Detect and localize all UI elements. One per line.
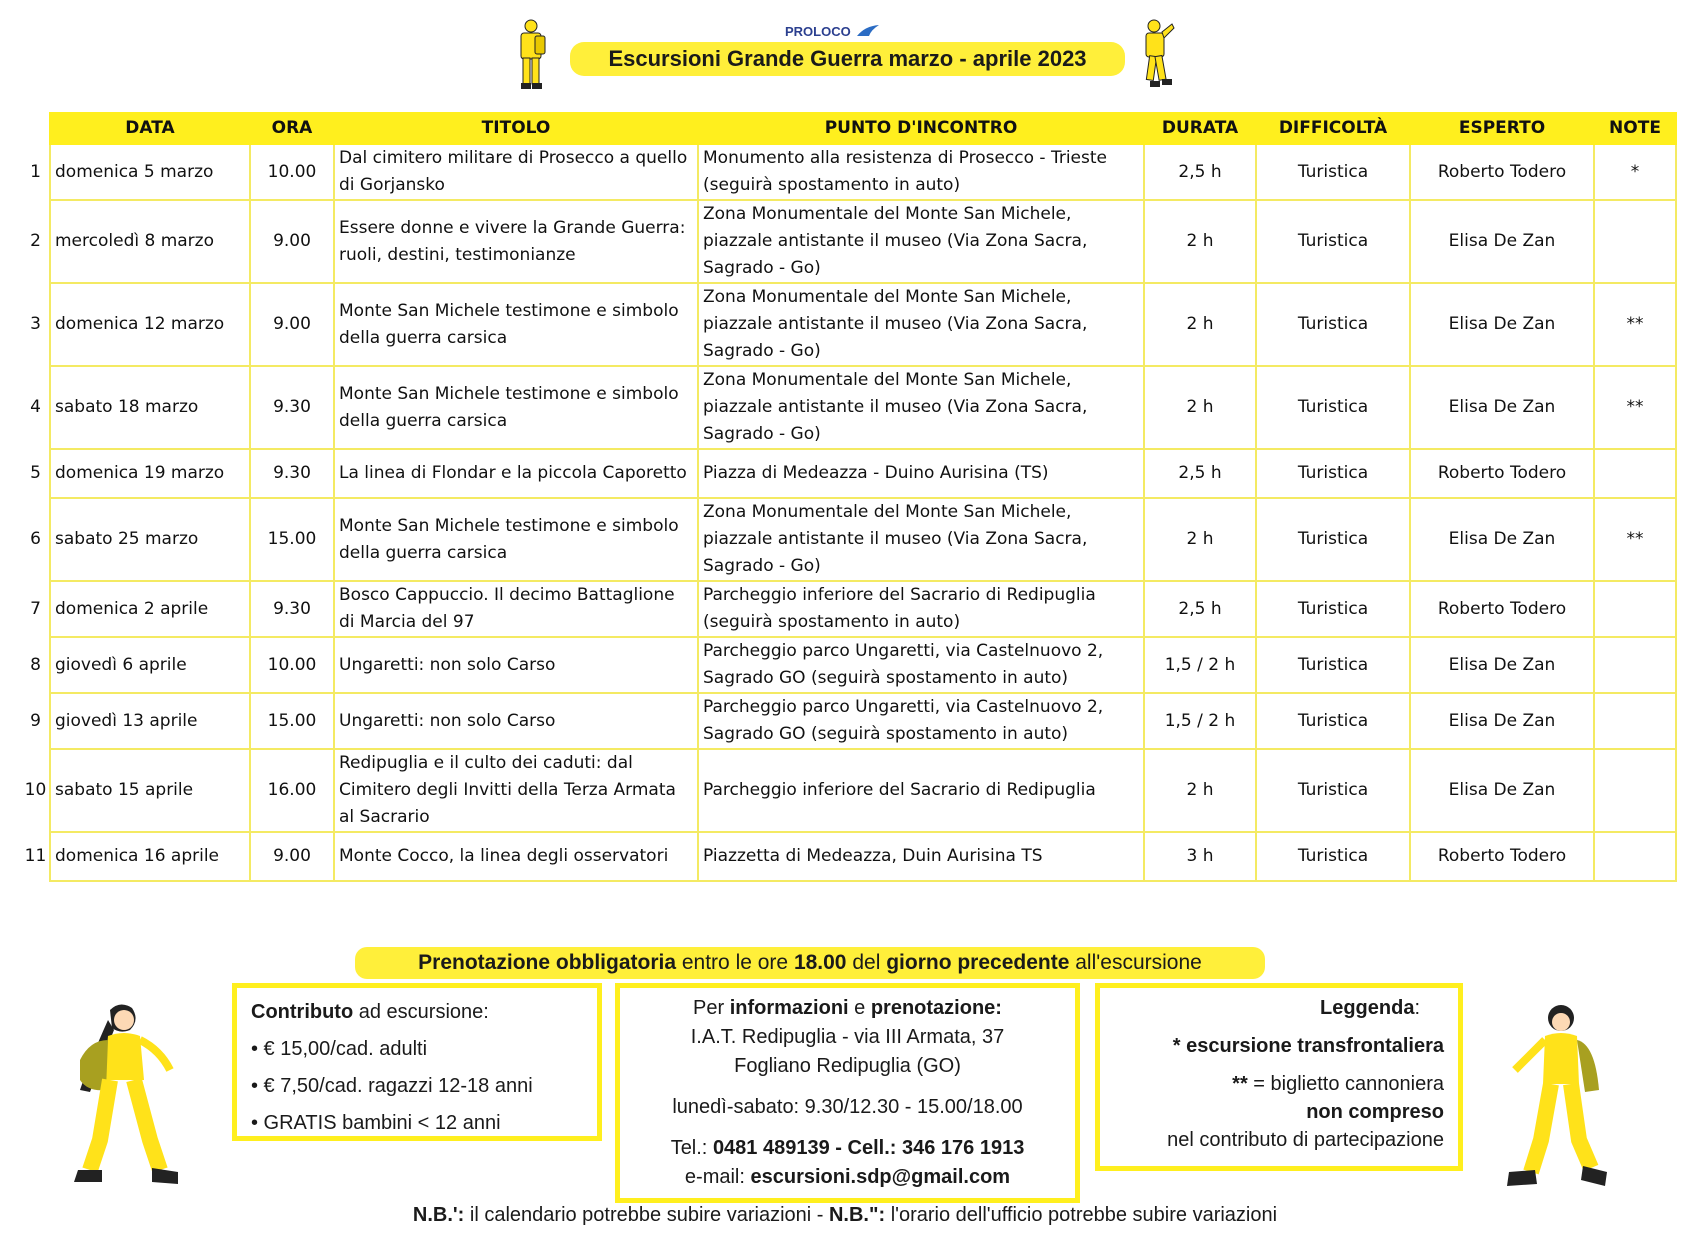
table-row xyxy=(22,693,1676,749)
cell-duration: 2,5 h xyxy=(1144,449,1256,498)
cell-expert: Elisa De Zan xyxy=(1410,749,1594,832)
table-row xyxy=(22,449,1676,498)
row-number: 2 xyxy=(30,231,41,251)
cell-note: ** xyxy=(1594,498,1676,581)
row-number: 10 xyxy=(24,780,47,800)
column-header: TITOLO xyxy=(334,113,698,144)
info-bold: informazioni xyxy=(729,997,849,1019)
cell-date: domenica 5 marzo xyxy=(50,144,250,200)
cell-difficulty: Turistica xyxy=(1256,832,1410,881)
hiker-illustration xyxy=(505,18,557,92)
legend-item: non compreso xyxy=(1306,1101,1444,1123)
row-number: 6 xyxy=(30,529,41,549)
row-number: 9 xyxy=(30,710,41,731)
info-box xyxy=(615,983,1080,1203)
email-label: e-mail: xyxy=(684,1166,751,1188)
legend-item: nel contributo di partecipazione xyxy=(1167,1129,1444,1151)
column-header: NOTE xyxy=(1594,113,1676,144)
cell-title: Monte Cocco, la linea degli osservatori xyxy=(334,832,698,881)
cell-title: Ungaretti: non solo Carso xyxy=(334,637,698,693)
cell-expert: Roberto Todero xyxy=(1410,144,1594,200)
tel-number[interactable]: 0481 489139 xyxy=(712,1137,830,1159)
cell-duration: 2,5 h xyxy=(1144,144,1256,200)
cell-difficulty: Turistica xyxy=(1256,637,1410,693)
cell-meeting-point: Piazzetta di Medeazza, Duin Aurisina TS xyxy=(698,832,1144,881)
table-row xyxy=(22,498,1676,581)
cell-time: 9.30 xyxy=(250,449,334,498)
info-address: I.A.T. Redipuglia - via III Armata, 37 xyxy=(690,1026,1005,1048)
cell-time: 9.30 xyxy=(250,581,334,637)
cell-meeting-point: Zona Monumentale del Monte San Michele, piazzale antistante il museo (Via Zona Sacra, Sagrado - Go) xyxy=(698,200,1144,283)
cell-date: domenica 12 marzo xyxy=(50,283,250,366)
cell-date: giovedì 13 aprile xyxy=(50,693,250,749)
cell-duration: 1,5 / 2 h xyxy=(1144,693,1256,749)
column-header-num xyxy=(22,113,50,144)
cell-difficulty: Turistica xyxy=(1256,283,1410,366)
table-row xyxy=(22,200,1676,283)
page-title: Escursioni Grande Guerra marzo - aprile 2023 xyxy=(570,42,1125,76)
booking-text: entro le ore xyxy=(676,951,794,974)
booking-time: 18.00 xyxy=(793,951,847,974)
cell-note xyxy=(1594,637,1676,693)
legend-marker: ** xyxy=(1232,1073,1248,1095)
tel-label: Tel.: xyxy=(670,1137,713,1159)
cell-time: 16.00 xyxy=(250,749,334,832)
contribution-item: • € 15,00/cad. adulti xyxy=(251,1038,428,1060)
cell-difficulty: Turistica xyxy=(1256,498,1410,581)
cell-meeting-point: Zona Monumentale del Monte San Michele, piazzale antistante il museo (Via Zona Sacra, Sagrado - Go) xyxy=(698,283,1144,366)
cell-expert: Roberto Todero xyxy=(1410,581,1594,637)
row-number: 5 xyxy=(30,463,41,483)
cell-number[interactable]: 346 176 1913 xyxy=(901,1137,1025,1159)
booking-text: all'escursione xyxy=(1069,951,1202,974)
row-number: 7 xyxy=(30,598,41,619)
row-number: 1 xyxy=(30,161,41,182)
table-row xyxy=(22,581,1676,637)
cell-meeting-point: Parcheggio inferiore del Sacrario di Redipuglia (seguirà spostamento in auto) xyxy=(698,581,1144,637)
email-link[interactable]: escursioni.sdp@gmail.com xyxy=(750,1166,1011,1188)
cell-meeting-point: Zona Monumentale del Monte San Michele, piazzale antistante il museo (Via Zona Sacra, Sagrado - Go) xyxy=(698,366,1144,449)
cell-time: 9.00 xyxy=(250,283,334,366)
cell-title: Dal cimitero militare di Prosecco a quello di Gorjansko xyxy=(334,144,698,200)
cell-title: Bosco Cappuccio. Il decimo Battaglione di Marcia del 97 xyxy=(334,581,698,637)
cell-note xyxy=(1594,749,1676,832)
cell-expert: Roberto Todero xyxy=(1410,449,1594,498)
info-text: Per xyxy=(693,997,730,1019)
column-header: PUNTO D'INCONTRO xyxy=(698,113,1144,144)
info-bold: prenotazione: xyxy=(870,997,1002,1019)
table-row xyxy=(22,283,1676,366)
cell-meeting-point: Piazza di Medeazza - Duino Aurisina (TS) xyxy=(698,449,1144,498)
cell-note xyxy=(1594,581,1676,637)
cell-date: domenica 19 marzo xyxy=(50,449,250,498)
cell-duration: 2 h xyxy=(1144,200,1256,283)
cell-note: ** xyxy=(1594,283,1676,366)
cell-duration: 1,5 / 2 h xyxy=(1144,637,1256,693)
cell-expert: Elisa De Zan xyxy=(1410,693,1594,749)
cell-difficulty: Turistica xyxy=(1256,749,1410,832)
cell-time: 9.00 xyxy=(250,832,334,881)
cell-duration: 2,5 h xyxy=(1144,581,1256,637)
cell-duration: 2 h xyxy=(1144,283,1256,366)
woman-hiker-illustration xyxy=(60,1000,200,1195)
info-hours: lunedì-sabato: 9.30/12.30 - 15.00/18.00 xyxy=(672,1096,1023,1118)
row-number: 8 xyxy=(30,654,41,675)
column-header: DATA xyxy=(50,113,250,144)
column-header: DIFFICOLTÀ xyxy=(1256,113,1410,144)
legend-colon: : xyxy=(1414,997,1420,1019)
booking-text: del xyxy=(846,951,887,974)
legend-item: = biglietto cannoniera xyxy=(1247,1073,1444,1095)
cell-duration: 2 h xyxy=(1144,366,1256,449)
hiker-illustration xyxy=(1132,18,1184,92)
logo-text: PROLOCO xyxy=(785,23,851,39)
table-row xyxy=(22,637,1676,693)
column-header: ESPERTO xyxy=(1410,113,1594,144)
cell-time: 15.00 xyxy=(250,498,334,581)
cell-difficulty: Turistica xyxy=(1256,144,1410,200)
cell-difficulty: Turistica xyxy=(1256,366,1410,449)
legend-title: Leggenda xyxy=(1319,997,1415,1019)
cell-expert: Elisa De Zan xyxy=(1410,283,1594,366)
cell-date: giovedì 6 aprile xyxy=(50,637,250,693)
footer-text: l'orario dell'ufficio potrebbe subire variazioni xyxy=(885,1204,1278,1226)
cell-title: Essere donne e vivere la Grande Guerra: ruoli, destini, testimonianze xyxy=(334,200,698,283)
cell-duration: 2 h xyxy=(1144,749,1256,832)
cell-note xyxy=(1594,693,1676,749)
footer-note xyxy=(200,1204,1490,1227)
row-number: 3 xyxy=(30,314,41,334)
cell-meeting-point: Parcheggio parco Ungaretti, via Castelnuovo 2, Sagrado GO (seguirà spostamento in auto) xyxy=(698,693,1144,749)
cell-duration: 3 h xyxy=(1144,832,1256,881)
cell-title: La linea di Flondar e la piccola Caporetto xyxy=(334,449,698,498)
booking-day: giorno precedente xyxy=(886,951,1070,974)
excursions-table xyxy=(22,112,1677,882)
booking-required: Prenotazione obbligatoria xyxy=(418,951,677,974)
cell-title: Ungaretti: non solo Carso xyxy=(334,693,698,749)
cell-time: 10.00 xyxy=(250,144,334,200)
legend-item: * escursione transfrontaliera xyxy=(1172,1035,1444,1057)
cell-date: domenica 16 aprile xyxy=(50,832,250,881)
cell-duration: 2 h xyxy=(1144,498,1256,581)
cell-title: Monte San Michele testimone e simbolo della guerra carsica xyxy=(334,283,698,366)
cell-meeting-point: Zona Monumentale del Monte San Michele, piazzale antistante il museo (Via Zona Sacra, Sagrado - Go) xyxy=(698,498,1144,581)
cell-time: 9.30 xyxy=(250,366,334,449)
contribution-item: • € 7,50/cad. ragazzi 12-18 anni xyxy=(251,1075,533,1097)
column-header: ORA xyxy=(250,113,334,144)
column-header: DURATA xyxy=(1144,113,1256,144)
cell-note xyxy=(1594,449,1676,498)
table-header-row xyxy=(22,113,1676,144)
cell-time: 15.00 xyxy=(250,693,334,749)
cell-expert: Elisa De Zan xyxy=(1410,498,1594,581)
cell-date: sabato 25 marzo xyxy=(50,498,250,581)
bird-logo-icon xyxy=(855,24,881,38)
cell-meeting-point: Parcheggio parco Ungaretti, via Castelnuovo 2, Sagrado GO (seguirà spostamento in auto) xyxy=(698,637,1144,693)
cell-time: 9.00 xyxy=(250,200,334,283)
cell-title: Monte San Michele testimone e simbolo della guerra carsica xyxy=(334,366,698,449)
booking-banner xyxy=(355,947,1265,979)
footer-label: N.B.": xyxy=(828,1204,886,1226)
table-row xyxy=(22,832,1676,881)
cell-date: sabato 15 aprile xyxy=(50,749,250,832)
cell-note: * xyxy=(1594,144,1676,200)
cell-title: Redipuglia e il culto dei caduti: dal Cimitero degli Invitti della Terza Armata al Sacrario xyxy=(334,749,698,832)
cell-difficulty: Turistica xyxy=(1256,449,1410,498)
cell-note xyxy=(1594,832,1676,881)
row-number: 4 xyxy=(30,397,41,417)
table-row xyxy=(22,144,1676,200)
cell-date: mercoledì 8 marzo xyxy=(50,200,250,283)
contribution-title-bold: Contributo xyxy=(251,1001,354,1023)
cell-title: Monte San Michele testimone e simbolo della guerra carsica xyxy=(334,498,698,581)
footer-label: N.B.': xyxy=(412,1204,465,1226)
footer-text: il calendario potrebbe subire variazioni - xyxy=(464,1204,829,1226)
cell-note xyxy=(1594,200,1676,283)
cell-meeting-point: Monumento alla resistenza di Prosecco - Trieste (seguirà spostamento in auto) xyxy=(698,144,1144,200)
table-row xyxy=(22,366,1676,449)
cell-expert: Elisa De Zan xyxy=(1410,637,1594,693)
info-text: e xyxy=(848,997,871,1019)
cell-date: sabato 18 marzo xyxy=(50,366,250,449)
cell-expert: Elisa De Zan xyxy=(1410,366,1594,449)
contribution-item: • GRATIS bambini < 12 anni xyxy=(251,1112,501,1134)
cell-date: domenica 2 aprile xyxy=(50,581,250,637)
woman-hiker-illustration xyxy=(1495,1000,1625,1195)
cell-expert: Roberto Todero xyxy=(1410,832,1594,881)
cell-difficulty: Turistica xyxy=(1256,693,1410,749)
row-number: 11 xyxy=(24,846,47,866)
cell-time: 10.00 xyxy=(250,637,334,693)
legend-box xyxy=(1095,983,1463,1171)
cell-difficulty: Turistica xyxy=(1256,581,1410,637)
info-city: Fogliano Redipuglia (GO) xyxy=(734,1055,961,1077)
proloco-logo xyxy=(785,20,895,42)
cell-note: ** xyxy=(1594,366,1676,449)
contribution-box xyxy=(232,983,602,1141)
contribution-title: ad escursione: xyxy=(353,1001,489,1023)
cell-expert: Elisa De Zan xyxy=(1410,200,1594,283)
cell-difficulty: Turistica xyxy=(1256,200,1410,283)
table-row xyxy=(22,749,1676,832)
cell-label: - Cell.: xyxy=(829,1137,902,1159)
cell-meeting-point: Parcheggio inferiore del Sacrario di Redipuglia xyxy=(698,749,1144,832)
